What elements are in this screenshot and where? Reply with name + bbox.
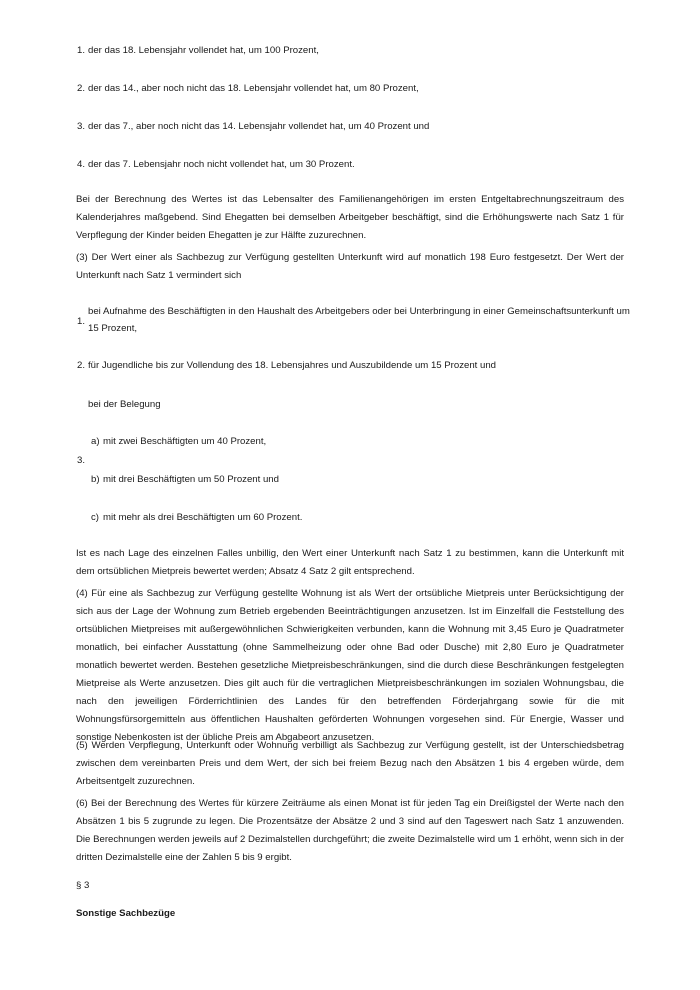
list-item-number: 3. bbox=[77, 121, 86, 132]
list-item-number: 1. bbox=[77, 316, 86, 327]
list-item-number: 2. bbox=[77, 83, 86, 94]
list-item-number: 2. bbox=[77, 360, 86, 371]
paragraph-6: (6) Bei der Berechnung des Wertes für kürzere Zeiträume als einen Monat ist für jeden Tag ein Dreißigstel der Werte nach den Absätzen 1 bis 5 zugrunde zu legen. Die Prozentsätze der Absätze 2 und 3 sind auf den Tageswert nach Satz 1 anzuwenden. Die Berechnungen werden jeweils auf 2 Dezimalstellen durchgeführt; die zweite Dezimalstelle wird um 1 erhöht, wenn sich in der dritten Dezimalstelle eine der Zahlen 5 bis 9 ergibt. bbox=[76, 798, 624, 863]
list-item-text: für Jugendliche bis zur Vollendung des 18. Lebensjahres und Auszubildende um 15 Prozent und bbox=[88, 360, 497, 371]
paragraph-unbillig: Ist es nach Lage des einzelnen Falles unbillig, den Wert einer Unterkunft nach Satz 1 zu bestimmen, kann die Unterkunft mit dem ortsüblichen Mietpreis bewertet werden; Absatz 4 Satz 2 gilt entsprechend. bbox=[76, 548, 624, 577]
paragraph-4: (4) Für eine als Sachbezug zur Verfügung gestellte Wohnung ist als Wert der ortsübliche Mietpreis unter Berücksichtigung der sich aus der Lage der Wohnung zum Betrieb ergebenden Beeinträchtigungen anzusetzen. Ist im Einzelfall die Feststellung des ortsüblichen Mietpreises mit außergewöhnlichen Schwierigkeiten verbunden, kann die Wohnung mit 3,45 Euro je Quadratmeter monatlich, bei einfacher Ausstattung (ohne Sammelheizung oder ohne Bad oder Dusche) mit 2,80 Euro je Quadratmeter monatlich bewertet werden. Bestehen gesetzliche Mietpreisbeschränkungen, sind die durch diese Beschränkungen festgelegten Mietpreise als Werte anzusetzen. Dies gilt auch für die vertraglichen Mietpreisbeschränkungen im sozialen Wohnungsbau, die nach den jeweiligen Förderrichtlinien des Landes für den betreffenden Förderjahrgang sowie für die mit Wohnungsfürsorgemitteln aus öffentlichen Haushalten geförderten Wohnungen vorgesehen sind. Für Energie, Wasser und sonstige Nebenkosten ist der übliche Preis am Abgabeort anzusetzen. bbox=[76, 588, 624, 743]
list-item-text: der das 14., aber noch nicht das 18. Lebensjahr vollendet hat, um 80 Prozent, bbox=[88, 83, 419, 94]
sub-item-text: mit mehr als drei Beschäftigten um 60 Prozent. bbox=[103, 512, 303, 523]
sub-item-text: mit drei Beschäftigten um 50 Prozent und bbox=[103, 474, 279, 485]
list-item-text-line1: bei Aufnahme des Beschäftigten in den Haushalt des Arbeitgebers oder bei Unterbringung in einer Gemeinschaftsunterkunft um bbox=[88, 306, 630, 317]
paragraph-5: (5) Werden Verpflegung, Unterkunft oder Wohnung verbilligt als Sachbezug zur Verfügung gestellt, ist der Unterschiedsbetrag zwischen dem vereinbarten Preis und dem Wert, der sich bei freiem Bezug nach den Absätzen 1 bis 4 ergeben würde, dem Arbeitsentgelt zuzurechnen. bbox=[76, 740, 624, 787]
list-item-text-line2: 15 Prozent, bbox=[88, 323, 138, 334]
paragraph-3: (3) Der Wert einer als Sachbezug zur Verfügung gestellten Unterkunft wird auf monatlich 198 Euro festgesetzt. Der Wert der Unterkunft nach Satz 1 vermindert sich bbox=[76, 252, 624, 281]
list-item-number: 4. bbox=[77, 159, 86, 170]
section-number: § 3 bbox=[76, 880, 90, 891]
list-item-intro: bei der Belegung bbox=[88, 399, 161, 410]
list-item-text: der das 18. Lebensjahr vollendet hat, um 100 Prozent, bbox=[88, 45, 319, 56]
list-item-number: 3. bbox=[77, 455, 86, 466]
sub-item-letter: a) bbox=[91, 436, 100, 447]
list-item-text: der das 7., aber noch nicht das 14. Lebensjahr vollendet hat, um 40 Prozent und bbox=[88, 121, 430, 132]
section-title: Sonstige Sachbezüge bbox=[76, 908, 176, 919]
list-item-number: 1. bbox=[77, 45, 86, 56]
sub-item-letter: b) bbox=[91, 474, 100, 485]
list-item-text: der das 7. Lebensjahr noch nicht vollendet hat, um 30 Prozent. bbox=[88, 159, 355, 170]
sub-item-letter: c) bbox=[91, 512, 99, 523]
sub-item-text: mit zwei Beschäftigten um 40 Prozent, bbox=[103, 436, 267, 447]
paragraph-berechnung: Bei der Berechnung des Wertes ist das Lebensalter des Familienangehörigen im ersten Entgeltabrechnungszeitraum des Kalenderjahres maßgebend. Sind Ehegatten bei demselben Arbeitgeber beschäftigt, sind die Erhöhungswerte nach Satz 1 für Verpflegung der Kinder beiden Ehegatten je zur Hälfte zuzurechnen. bbox=[76, 194, 624, 241]
